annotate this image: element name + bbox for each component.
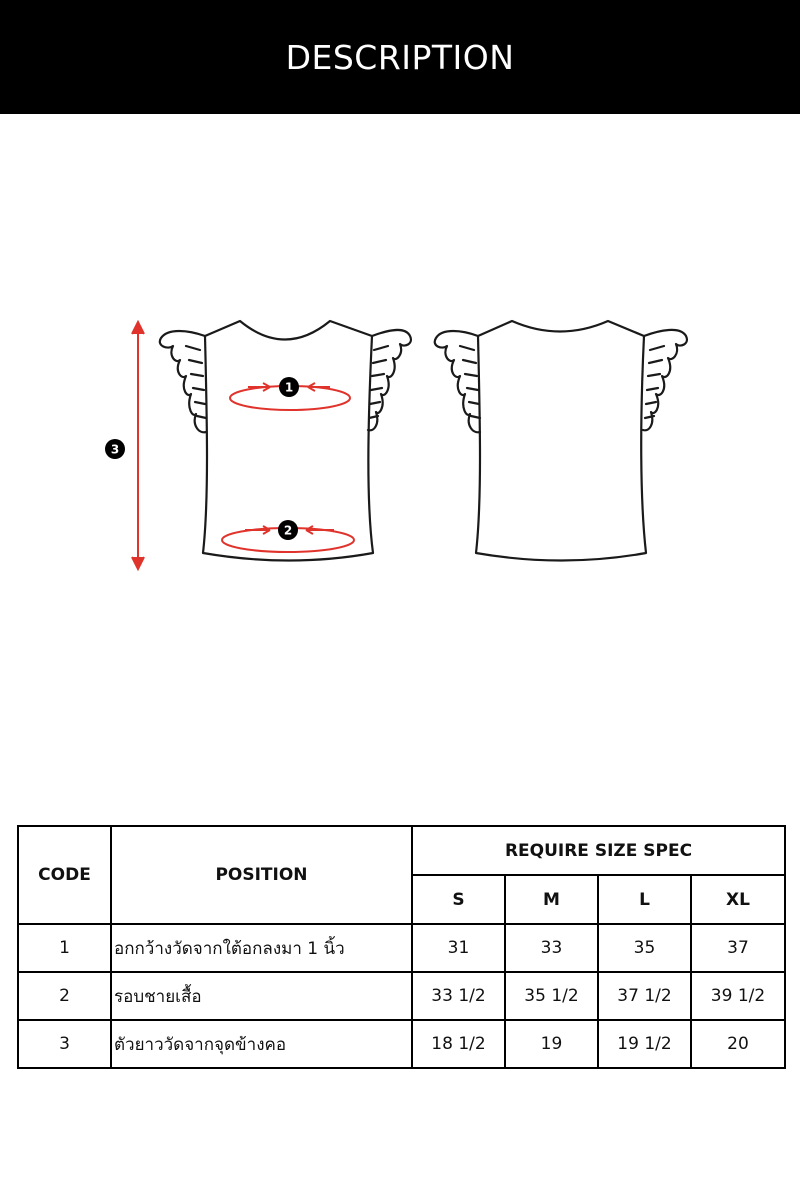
code-header: CODE	[18, 826, 111, 924]
page-title: DESCRIPTION	[285, 37, 515, 77]
row-value-xl: 39 1/2	[691, 972, 785, 1020]
marker-3-label: 3	[110, 442, 120, 457]
marker-2-label: 2	[283, 523, 293, 538]
garment-diagram	[0, 114, 800, 814]
size-header-l: L	[598, 875, 691, 924]
row-value-l: 35	[598, 924, 691, 972]
garment-illustration	[0, 114, 800, 814]
row-value-s: 31	[412, 924, 505, 972]
row-value-m: 33	[505, 924, 598, 972]
position-header: POSITION	[111, 826, 412, 924]
table-row	[18, 972, 785, 1020]
header-bar	[0, 0, 800, 114]
measure-length	[132, 322, 144, 569]
table-header-row	[18, 826, 785, 875]
row-code: 1	[18, 924, 111, 972]
size-header-xl: XL	[691, 875, 785, 924]
row-value-l: 37 1/2	[598, 972, 691, 1020]
marker-1	[279, 377, 299, 397]
back-shirt	[435, 321, 687, 561]
row-value-s: 33 1/2	[412, 972, 505, 1020]
row-value-xl: 20	[691, 1020, 785, 1068]
table-row	[18, 1020, 785, 1068]
row-code: 3	[18, 1020, 111, 1068]
row-position: รอบชายเสื้อ	[111, 972, 412, 1020]
row-code: 2	[18, 972, 111, 1020]
row-position: อกกว้างวัดจากใต้อกลงมา 1 นิ้ว	[111, 924, 412, 972]
size-spec-table	[17, 825, 786, 1069]
table-row	[18, 924, 785, 972]
row-value-l: 19 1/2	[598, 1020, 691, 1068]
marker-1-label: 1	[284, 380, 294, 395]
spec-header: REQUIRE SIZE SPEC	[412, 826, 785, 875]
marker-3	[105, 439, 125, 459]
size-header-m: M	[505, 875, 598, 924]
row-value-xl: 37	[691, 924, 785, 972]
marker-2	[278, 520, 298, 540]
row-value-s: 18 1/2	[412, 1020, 505, 1068]
row-value-m: 19	[505, 1020, 598, 1068]
row-value-m: 35 1/2	[505, 972, 598, 1020]
row-position: ตัวยาววัดจากจุดข้างคอ	[111, 1020, 412, 1068]
size-header-s: S	[412, 875, 505, 924]
